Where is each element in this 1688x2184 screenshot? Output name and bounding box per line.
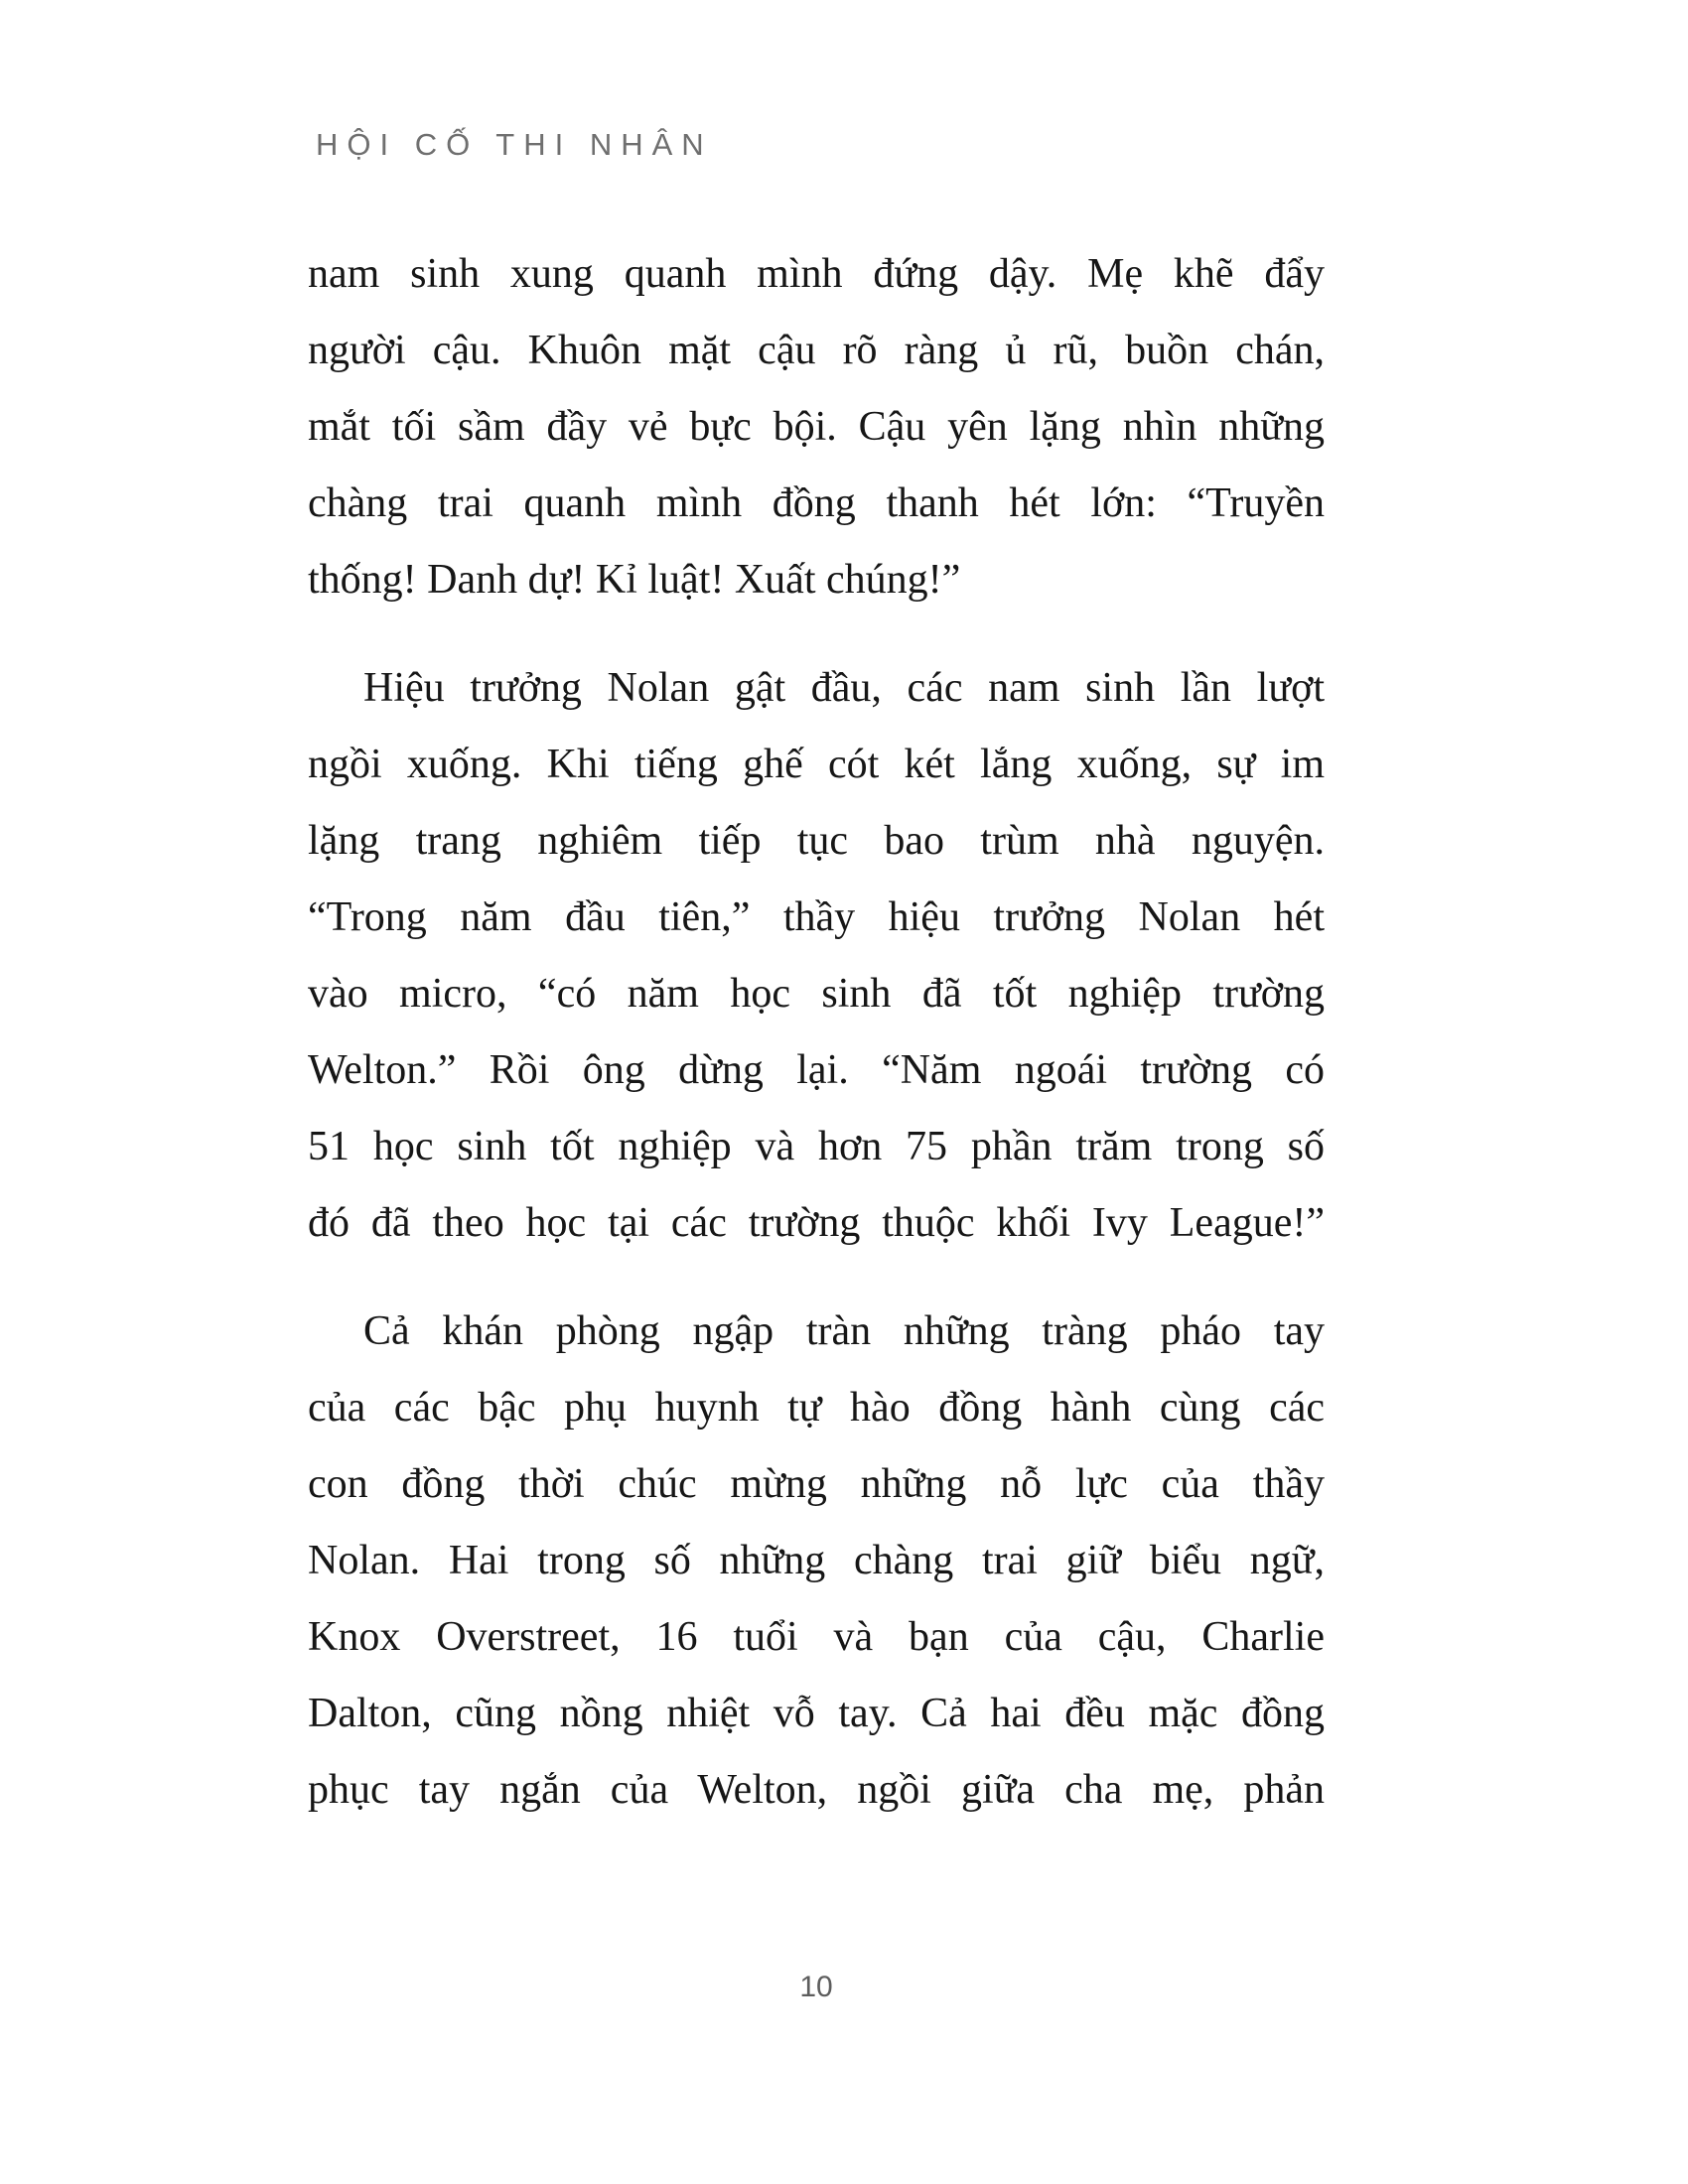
text-line: mắt tối sầm đầy vẻ bực bội. Cậu yên lặng nhìn những [308,404,1325,450]
text-line: chàng trai quanh mình đồng thanh hét lớn: “Truyền [308,480,1325,526]
text-line: Hiệu trưởng Nolan gật đầu, các nam sinh lần lượt [363,665,1325,711]
text-line: đó đã theo học tại các trường thuộc khối Ivy League!” [308,1200,1325,1246]
text-line: lặng trang nghiêm tiếp tục bao trùm nhà nguyện. [308,818,1325,864]
text-line: vào micro, “có năm học sinh đã tốt nghiệp trường [308,971,1325,1017]
paragraph [308,236,1325,618]
text-line: Welton.” Rồi ông dừng lại. “Năm ngoái trường có [308,1047,1325,1093]
text-line: “Trong năm đầu tiên,” thầy hiệu trưởng Nolan hét [308,894,1325,940]
text-line: 51 học sinh tốt nghiệp và hơn 75 phần trăm trong số [308,1124,1325,1169]
text-line: Dalton, cũng nồng nhiệt vỗ tay. Cả hai đều mặc đồng [308,1691,1325,1736]
running-header: HỘI CỐ THI NHÂN [316,127,713,162]
text-line: của các bậc phụ huynh tự hào đồng hành cùng các [308,1385,1325,1431]
page-body-text [308,236,1325,1829]
text-line: phục tay ngắn của Welton, ngồi giữa cha mẹ, phản [308,1767,1325,1813]
text-line: nam sinh xung quanh mình đứng dậy. Mẹ khẽ đẩy [308,251,1325,297]
text-line: người cậu. Khuôn mặt cậu rõ ràng ủ rũ, buồn chán, [308,328,1325,373]
text-line: thống! Danh dự! Kỉ luật! Xuất chúng!” [308,557,961,603]
text-line: Nolan. Hai trong số những chàng trai giữ biểu ngữ, [308,1538,1325,1583]
page-number: 10 [799,1971,833,2003]
paragraph [308,1294,1325,1829]
paragraph [308,650,1325,1262]
text-line: con đồng thời chúc mừng những nỗ lực của thầy [308,1461,1325,1507]
text-line: Cả khán phòng ngập tràn những tràng pháo tay [363,1308,1325,1354]
text-line: ngồi xuống. Khi tiếng ghế cót két lắng xuống, sự im [308,742,1325,787]
text-line: Knox Overstreet, 16 tuổi và bạn của cậu, Charlie [308,1614,1325,1660]
